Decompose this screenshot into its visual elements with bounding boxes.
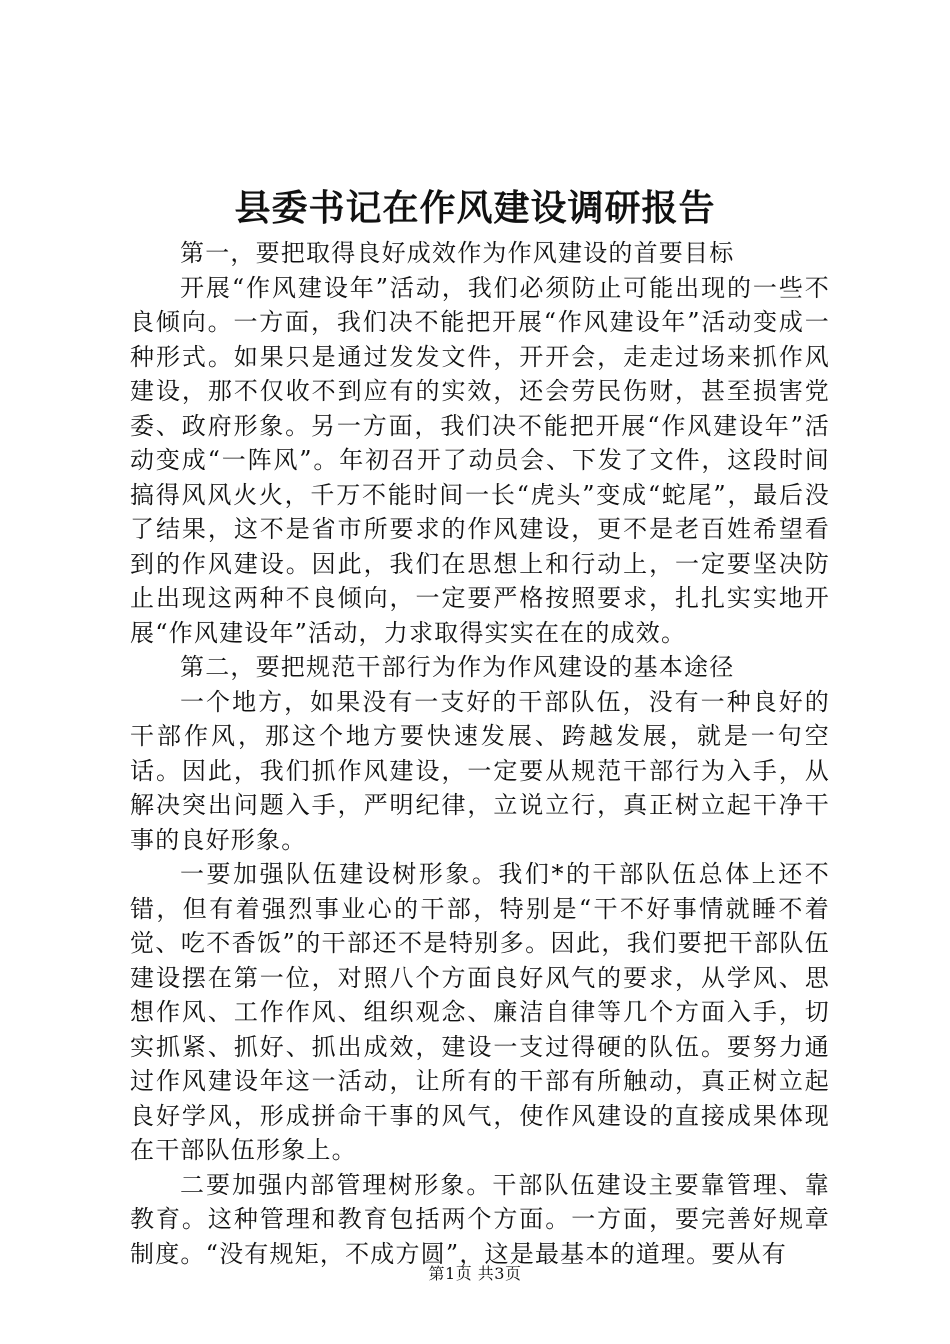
body-paragraph: 开展“作风建设年”活动，我们必须防止可能出现的一些不良倾向。一方面，我们决不能把开展“作风建设年”活动变成一种形式。如果只是通过发发文件，开开会，走走过场来抓作风建设，那不仅收不到应有的实效，还会劳民伤财，甚至损害党委、政府形象。另一方面，我们决不能把开展“作风建设年”活动变成“一阵风”。年初召开了动员会、下发了文件，这段时间搞得风风火火，千万不能时间一长“虎头”变成“蛇尾”，最后没了结果，这不是省市所要求的作风建设，更不是老百姓希望看到的作风建设。因此，我们在思想上和行动上，一定要坚决防止出现这两种不良倾向，一定要严格按照要求，扎扎实实地开展“作风建设年”活动，力求取得实实在在的成效。 bbox=[130, 273, 830, 647]
body-paragraph: 一要加强队伍建设树形象。我们*的干部队伍总体上还不错，但有着强烈事业心的干部，特别是“干不好事情就睡不着觉、吃不香饭”的干部还不是特别多。因此，我们要把干部队伍建设摆在第一位，对照八个方面良好风气的要求，从学风、思想作风、工作作风、组织观念、廉洁自律等几个方面入手，切实抓紧、抓好、抓出成效，建设一支过得硬的队伍。要努力通过作风建设年这一活动，让所有的干部有所触动，真正树立起良好学风，形成拼命干事的风气，使作风建设的直接成果体现在干部队伍形象上。 bbox=[130, 860, 830, 1164]
body-paragraph: 一个地方，如果没有一支好的干部队伍，没有一种良好的干部作风，那这个地方要快速发展、跨越发展，就是一句空话。因此，我们抓作风建设，一定要从规范干部行为入手，从解决突出问题入手，严明纪律，立说立行，真正树立起干净干事的良好形象。 bbox=[130, 687, 830, 854]
document-body bbox=[130, 236, 830, 1271]
page-number-footer: 第1页 共3页 bbox=[428, 1264, 522, 1283]
section-heading-1: 第一，要把取得良好成效作为作风建设的首要目标 bbox=[180, 239, 735, 267]
section-heading-2: 第二，要把规范干部行为作为作风建设的基本途径 bbox=[180, 653, 735, 681]
body-paragraph: 二要加强内部管理树形象。干部队伍建设主要靠管理、靠教育。这种管理和教育包括两个方面。一方面，要完善好规章制度。“没有规矩，不成方圆”，这是最基本的道理。要从有 bbox=[130, 1170, 830, 1268]
document-title: 县委书记在作风建设调研报告 bbox=[234, 187, 716, 229]
